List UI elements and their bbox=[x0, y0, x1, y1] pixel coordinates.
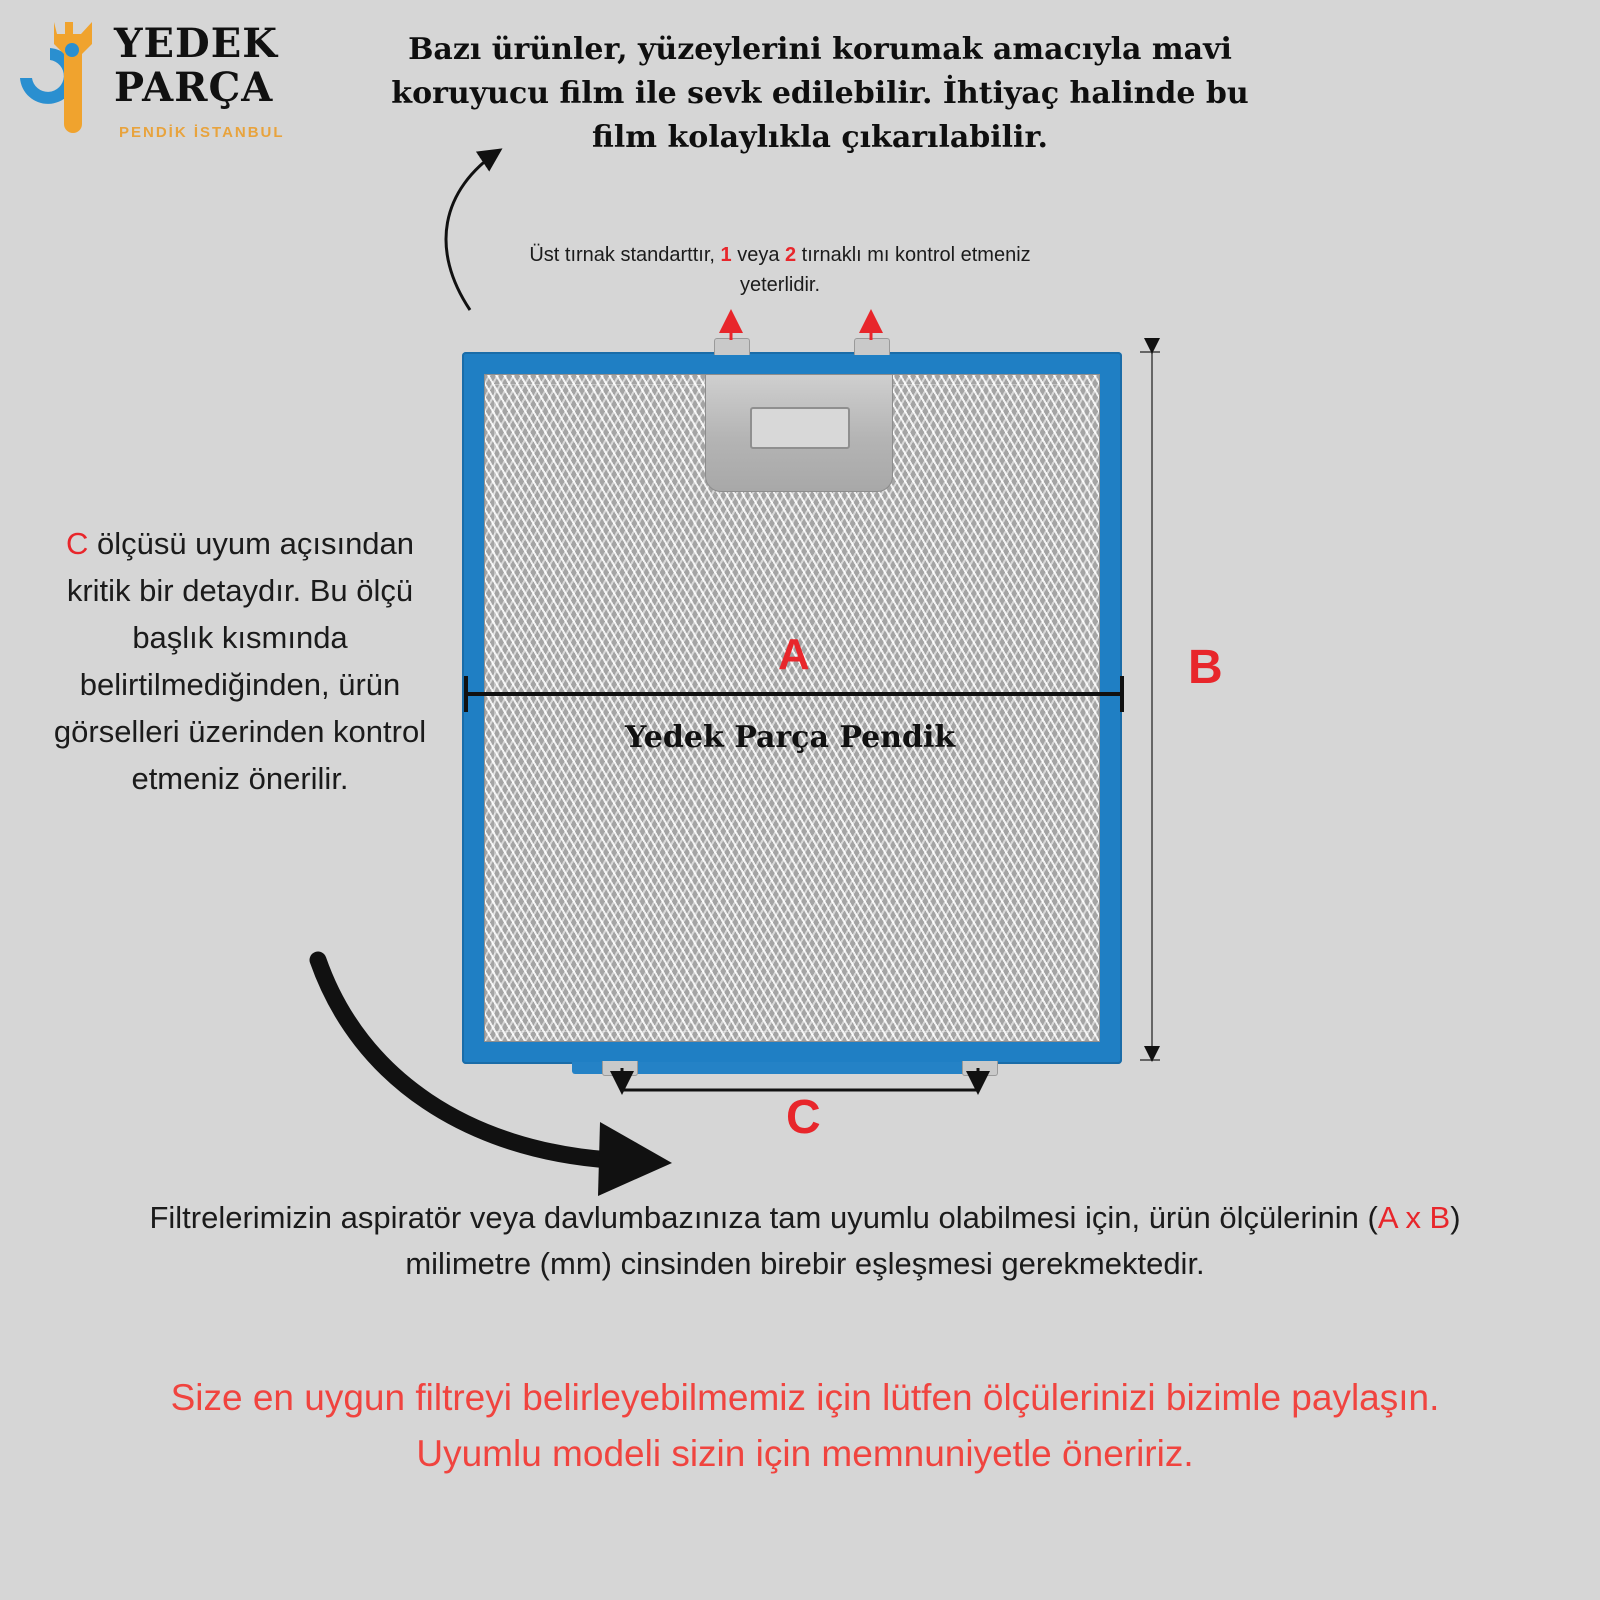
top-note-part1: Üst tırnak standarttır, bbox=[529, 244, 721, 266]
bottom-note-part2: ) milimetre (mm) cinsinden birebir eşleşmesi gerekmektedir. bbox=[405, 1200, 1461, 1281]
dimension-label-c: C bbox=[786, 1091, 821, 1144]
top-note-num1: 1 bbox=[720, 244, 732, 266]
wrench-gear-icon bbox=[14, 16, 114, 136]
top-tab-1 bbox=[714, 338, 750, 355]
top-note-text bbox=[520, 240, 1040, 300]
cta-text: Size en uygun filtreyi belirleyebilmemiz için lütfen ölçülerinizi bizimle paylaşın. Uyumlu modeli sizin için memnuniyetle öneririz. bbox=[170, 1377, 1440, 1474]
top-tab-2 bbox=[854, 338, 890, 355]
top-note-part2: veya bbox=[731, 244, 785, 266]
dimension-label-b: B bbox=[1188, 641, 1223, 694]
filter-handle bbox=[705, 374, 893, 492]
brand-subtitle: PENDİK İSTANBUL bbox=[119, 124, 285, 141]
bottom-tab-1 bbox=[602, 1061, 638, 1076]
bottom-tab-2 bbox=[962, 1061, 998, 1076]
grease-filter-diagram bbox=[462, 352, 1122, 1064]
left-note-letter: C bbox=[65, 526, 89, 561]
brand-name-line1: YEDEK bbox=[114, 20, 278, 67]
handle-slot bbox=[750, 407, 850, 449]
bottom-note-text bbox=[120, 1195, 1490, 1287]
left-note-text bbox=[40, 520, 440, 802]
bottom-note-highlight: A x B bbox=[1377, 1200, 1451, 1235]
left-note-arrow-head bbox=[598, 1122, 672, 1196]
headline-text: Bazı ürünler, yüzeylerini korumak amacıyla mavi koruyucu film ile sevk edilebilir. İhtiyaç halinde bu film kolaylıkla çıkarılabilir. bbox=[391, 32, 1249, 155]
brand-name bbox=[114, 22, 278, 110]
top-note-num2: 2 bbox=[785, 244, 797, 266]
bottom-note-part1: Filtrelerimizin aspiratör veya davlumbazınıza tam uyumlu olabilmesi için, ürün ölçülerinin ( bbox=[149, 1200, 1378, 1235]
brand-name-line2: PARÇA bbox=[114, 64, 274, 111]
dimension-label-a: A bbox=[778, 630, 810, 679]
left-note-body: ölçüsü uyum açısından kritik bir detaydır. Bu ölçü başlık kısmında belirtilmediğinden, ürün görselleri üzerinden kontrol etmeniz önerilir. bbox=[53, 526, 427, 796]
top-note-part3: tırnaklı mı kontrol etmeniz yeterlidir. bbox=[739, 244, 1031, 296]
headline-pointer-arrow bbox=[446, 150, 500, 310]
brand-logo bbox=[14, 12, 314, 152]
diagram-watermark: Yedek Parça Pendik bbox=[625, 720, 956, 755]
